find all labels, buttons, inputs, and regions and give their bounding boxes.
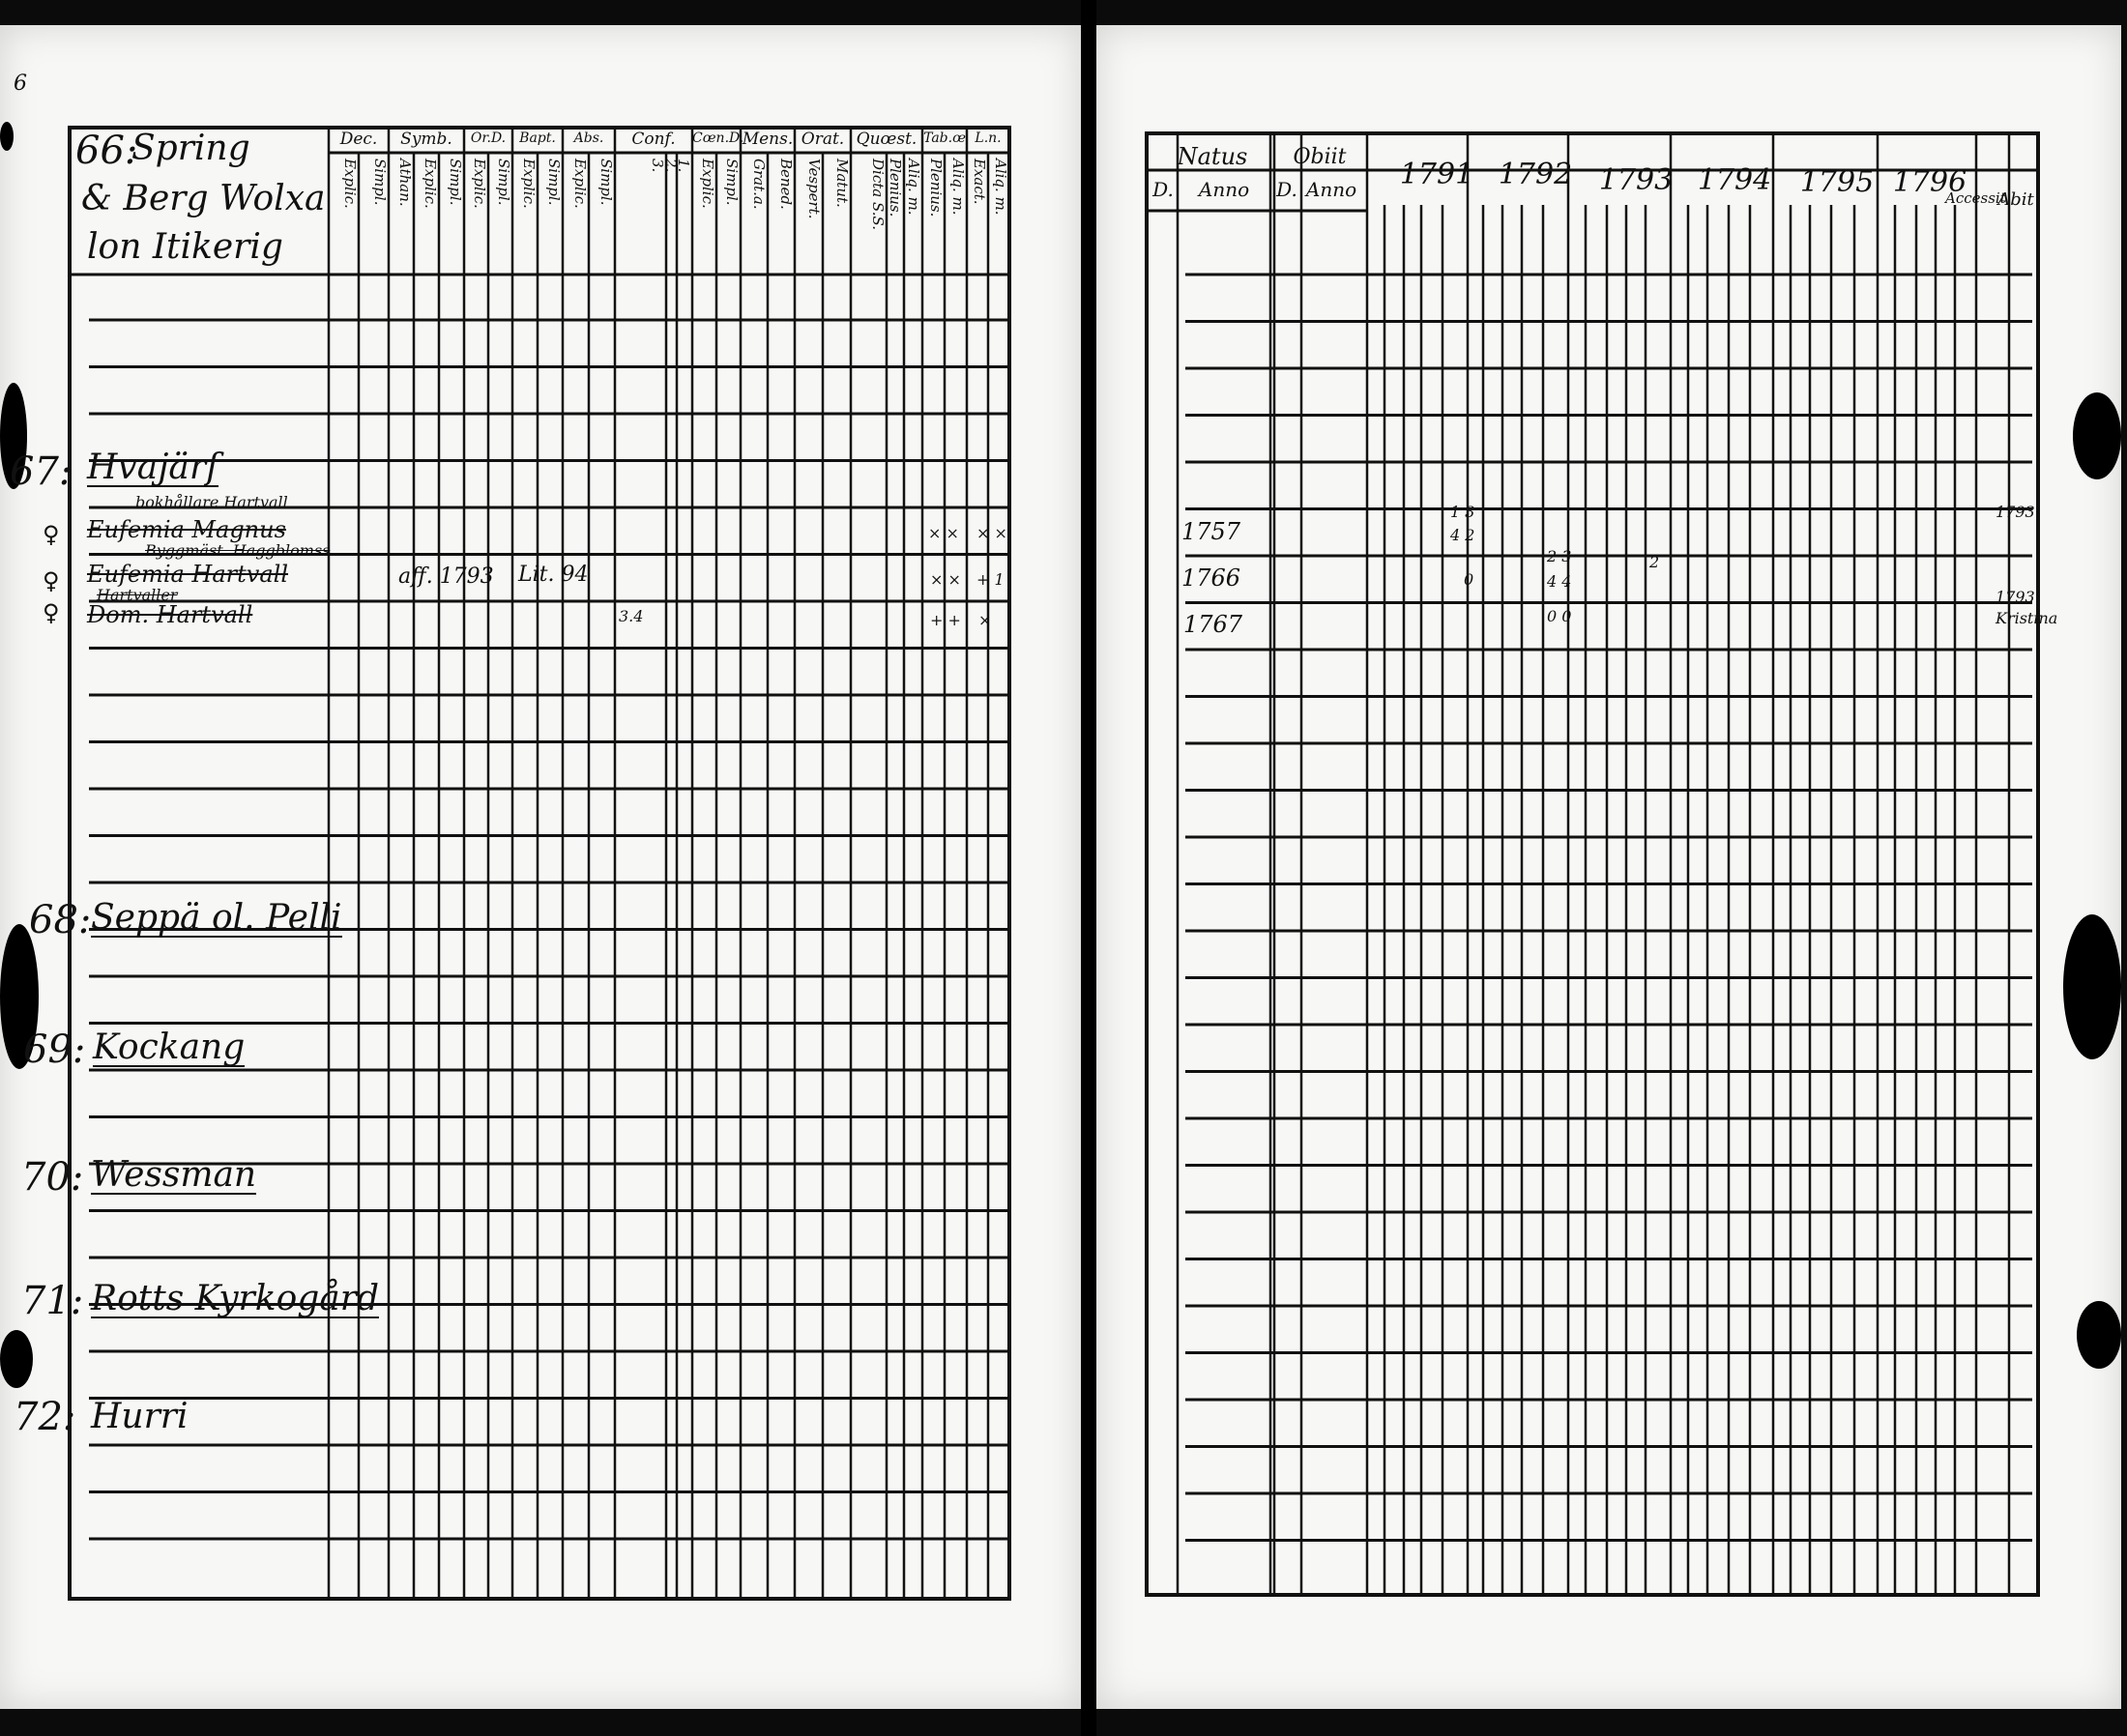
title-line-3: lon Itikerig [87,227,283,267]
column-subheader: Simpl. [447,159,464,206]
header-year-1793: 1793 [1598,163,1674,197]
annotation: + 1 [976,570,1005,589]
header-year-1795: 1795 [1799,165,1875,199]
column-subheader: Aliq. m. [992,159,1009,216]
column-header: Abs. [573,130,604,146]
annotation: aff. 1793 [398,564,494,589]
column-subheader: Simpl. [597,159,615,206]
header-natus-d: D. [1152,178,1174,201]
entry-number: 71: [21,1279,84,1323]
column-subheader: Grat.a. [750,159,768,210]
marginal-mark: ♀ [43,567,60,594]
year-mark: 2 3 [1547,547,1572,565]
header-year-1796: 1796 [1892,165,1967,199]
column-header: Bapt. [519,130,556,146]
column-header: Dec. [339,130,378,149]
header-natus-anno: Anno [1198,178,1250,201]
birth-year: 1767 [1183,611,1243,638]
abit-note: 1793 [1996,503,2035,521]
birth-year: 1766 [1181,564,1241,592]
entry-number: 70: [21,1155,84,1200]
column-header: L.n. [975,130,1002,146]
column-subheader: Simpl. [545,159,563,206]
entry-number: 68: [29,898,92,942]
title-number: 66: [75,129,138,173]
year-mark: 0 [1464,570,1474,589]
abit-note: Kristina [1996,609,2058,627]
column-subheader: Matut. [833,159,851,208]
header-year-1792: 1792 [1498,158,1573,191]
column-subheader: Exact. [971,159,988,205]
right-register-grid [1096,25,2121,1709]
annotation: × × [976,524,1007,542]
struck-line: Byggmäst. Haggblomss [145,541,331,560]
struck-line: Eufemia Magnus [87,516,286,543]
header-accessit: Accessit [1945,189,2006,207]
column-subheader: 2. [662,159,680,173]
column-subheader: Explic. [699,159,716,209]
entry-name: Wessman [91,1155,257,1195]
right-table-frame [1147,133,2038,1595]
right-page [1096,25,2121,1709]
annotation: × [978,611,992,629]
annotation: × × [930,570,961,589]
abit-note: 1793 [1996,588,2035,606]
entry-number: 69: [23,1027,86,1072]
header-natus: Natus [1177,143,1248,170]
header-abit: Abit [1997,189,2034,210]
annotation: + + [930,611,961,629]
column-subheader: 1. [675,159,692,173]
entry-number: 67: [10,449,73,494]
left-register-grid [0,25,1081,1709]
column-subheader: Aliq. m. [905,159,922,216]
column-subheader: Athan. [396,159,414,207]
column-header: Quœst. [856,130,918,149]
year-mark: 0 0 [1547,607,1572,625]
struck-line: Hartvaller [97,586,178,604]
column-header: Mens. [742,130,794,149]
marginal-mark: ♀ [43,599,60,626]
column-subheader: Simpl. [723,159,741,206]
entry-name: Hvajärf [87,448,219,487]
struck-line: Eufemia Hartvall [87,561,289,588]
column-subheader: Aliq. m. [949,159,967,216]
column-subheader: Simpl. [495,159,512,206]
birth-year: 1757 [1181,518,1241,545]
column-subheader: Plenius. [927,159,945,217]
year-mark: 2 [1649,553,1660,571]
column-subheader: Explic. [422,159,439,209]
header-obiit: Obiit [1293,145,1347,169]
column-header: Tab.œ [923,130,966,146]
left-page [0,25,1081,1709]
entry-note: bokhållare Hartvall [135,493,288,511]
column-subheader: Explic. [471,159,488,209]
column-subheader: Bened. [777,159,795,210]
column-subheader: Simpl. [371,159,389,206]
header-obiit-d: D. [1276,178,1297,201]
column-header: Conf. [631,130,676,149]
column-subheader: Explic. [520,159,538,209]
annotation: × × [928,524,959,542]
header-year-1794: 1794 [1697,163,1772,197]
annotation: 3.4 [619,607,644,625]
column-subheader: Vespert. [805,159,823,219]
book-spine [1081,0,1096,1736]
title-line-2: & Berg Wolxa [81,179,326,218]
column-header: Or.D. [470,130,507,146]
header-obiit-anno: Anno [1305,178,1357,201]
year-mark: 4 2 [1450,526,1475,544]
column-subheader: Dicta S.S. [869,159,887,230]
entry-name: Hurri [91,1397,189,1436]
column-subheader: Explic. [341,159,359,209]
column-header: Orat. [801,130,845,149]
year-mark: 1 3 [1450,503,1475,521]
column-header: Cœn.D. [692,130,744,146]
header-year-1791: 1791 [1399,158,1474,191]
entry-name: Rotts Kyrkogård [91,1279,380,1318]
struck-line: Dom. Hartvall [87,601,253,628]
column-subheader: Plenius. [887,159,904,217]
left-table-frame [70,128,1009,1599]
annotation: Lit. 94 [518,563,589,587]
column-header: Symb. [400,130,452,149]
entry-name: Seppä ol. Pelli [91,898,342,938]
title-line-1: Spring [131,129,250,168]
year-mark: 4 4 [1547,572,1572,591]
marginal-mark: ♀ [43,521,60,548]
column-subheader: 3. [649,159,666,173]
corner-mark: 6 [14,72,27,96]
entry-name: Kockang [93,1027,246,1067]
entry-number: 72: [14,1395,76,1439]
column-subheader: Explic. [571,159,589,209]
